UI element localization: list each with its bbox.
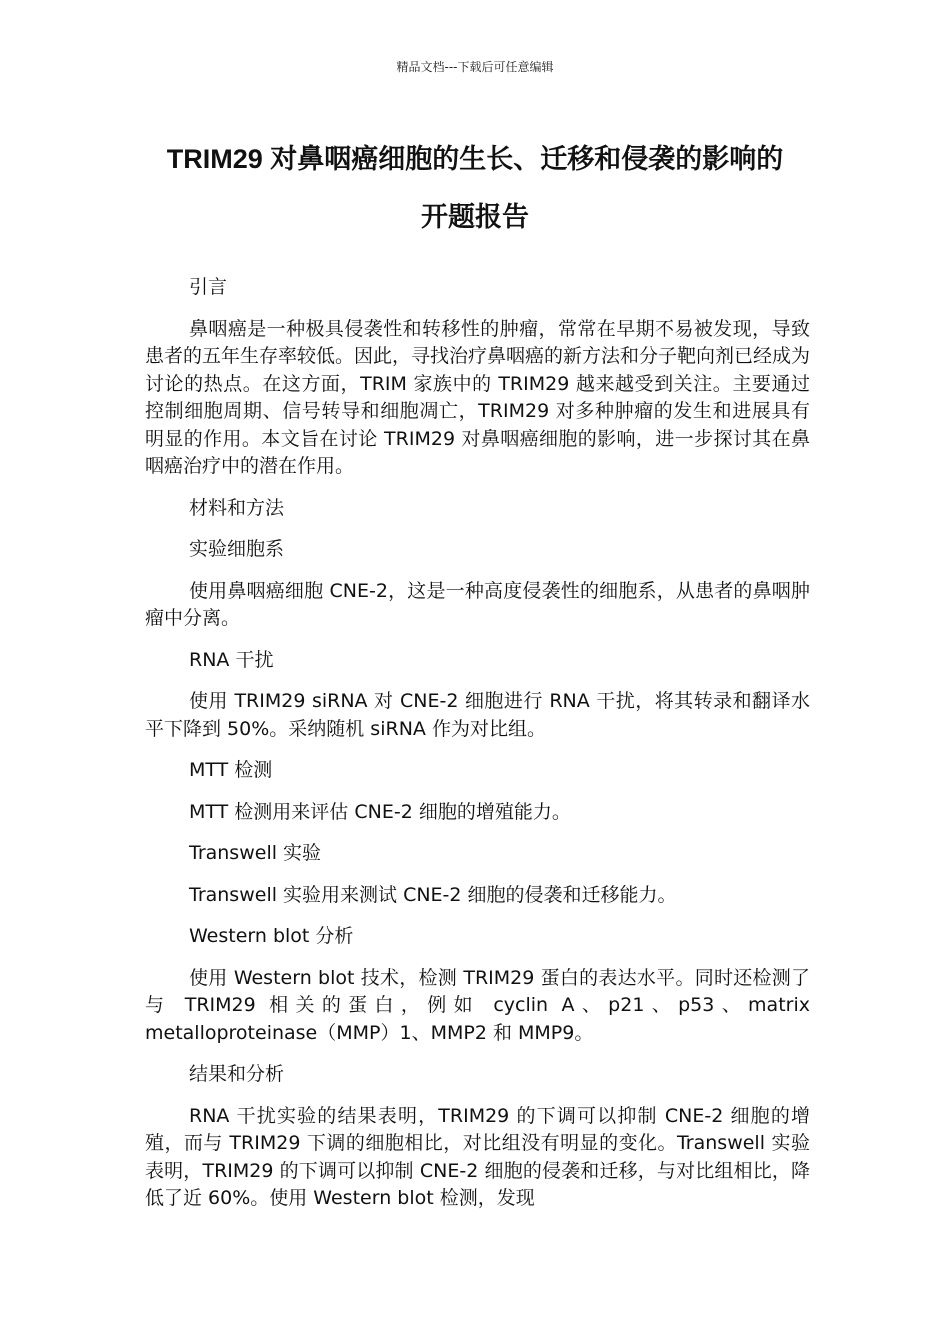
subsection-heading: 实验细胞系 [189,538,285,560]
page-header: 精品文档---下载后可任意编辑 [396,60,554,74]
paragraph: 使用 TRIM29 siRNA 对 CNE-2 细胞进行 RNA 干扰，将其转录和翻译水平下降到 50%。采纳随机 siRNA 作为对比组。 [145,690,810,740]
paragraph: 使用 Western blot 技术，检测 TRIM29 蛋白的表达水平。同时还检测了与 TRIM29 相关的蛋白，例如 cyclin A、p21、p53、matrix metalloproteinase（MMP）1、MMP2 和 MMP9。 [145,966,810,1044]
paragraph: 鼻咽癌是一种极具侵袭性和转移性的肿瘤，常常在早期不易被发现，导致患者的五年生存率较低。因此，寻找治疗鼻咽癌的新方法和分子靶向剂已经成为讨论的热点。在这方面，TRIM 家族中的 TRIM29 越来越受到关注。主要通过控制细胞周期、信号转导和细胞凋亡，TRIM29 对多种肿瘤的发生和进展具有明显的作用。本文旨在讨论 TRIM29 对鼻咽癌细胞的影响，进一步探讨其在鼻咽癌治疗中的潜在作用。 [145,317,811,477]
subsection-heading: Transwell 实验 [189,842,322,864]
section-heading: 材料和方法 [189,496,285,519]
document-title [0,130,950,246]
paragraph: Transwell 实验用来测试 CNE-2 细胞的侵袭和迁移能力。 [189,883,677,906]
paragraph: RNA 干扰实验的结果表明，TRIM29 的下调可以抑制 CNE-2 细胞的增殖，而与 TRIM29 下调的细胞相比，对比组没有明显的变化。Transwell 实验表明，TRIM29 的下调可以抑制 CNE-2 细胞的侵袭和迁移，与对比组相比，降低了近 60%。使用 Western blot 检测，发现 [145,1104,810,1209]
document-body [145,274,810,1227]
subsection-heading: Western blot 分析 [189,925,354,947]
title-line-1: TRIM29 对鼻咽癌细胞的生长、迁移和侵袭的影响的 [166,144,784,174]
subsection-heading: RNA 干扰 [189,648,274,671]
section-heading: 结果和分析 [189,1063,285,1085]
subsection-heading: MTT 检测 [189,759,273,781]
paragraph: MTT 检测用来评估 CNE-2 细胞的增殖能力。 [189,800,571,823]
title-line-2: 开题报告 [421,202,529,232]
section-heading: 引言 [189,276,228,298]
paragraph: 使用鼻咽癌细胞 CNE-2，这是一种高度侵袭性的细胞系，从患者的鼻咽肿瘤中分离。 [145,579,810,629]
